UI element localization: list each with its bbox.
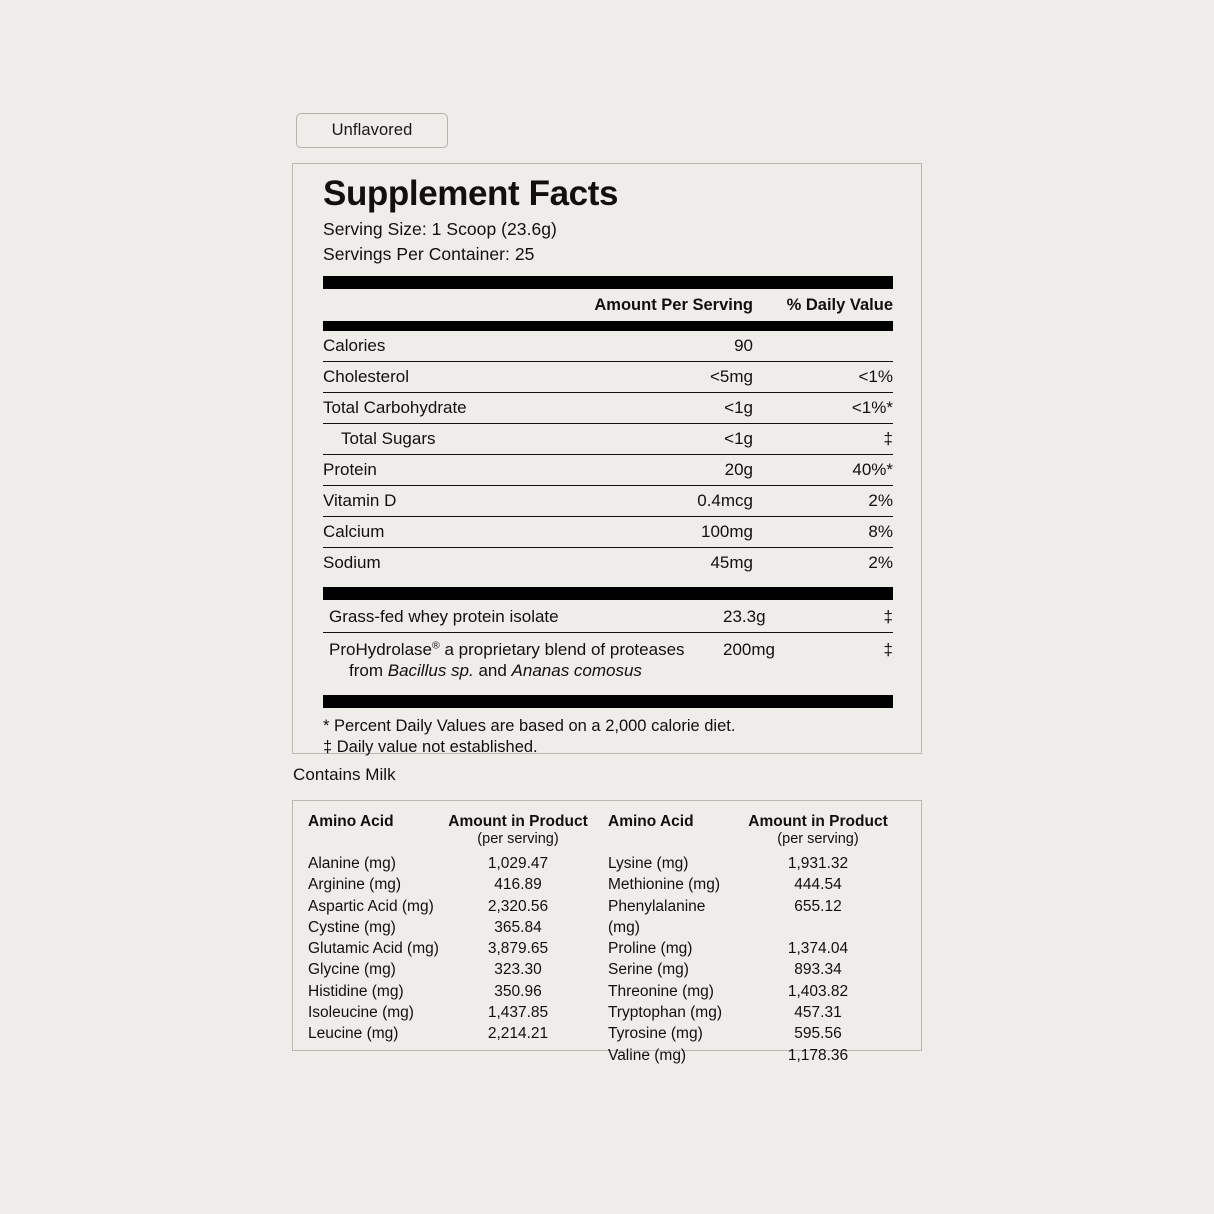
list-item [307,1023,607,1044]
amino-acid-value: 1,029.47 [487,855,549,872]
amino-acid-name: Methionine (mg) [608,876,720,894]
flavor-option-label: Unflavored [331,121,413,139]
ingredient-name: Grass-fed whey protein isolate [329,606,559,626]
column-header-daily-value: % Daily Value [786,295,893,314]
list-item [307,959,607,980]
amino-header-amount-sub: (per serving) [477,831,559,847]
nutrient-amount: 20g [724,459,753,479]
amino-acid-name: Cystine (mg) [308,918,396,936]
footnote-not-established: ‡ Daily value not established. [323,737,538,756]
list-item [307,981,607,1002]
amino-acid-name: Valine (mg) [608,1046,687,1064]
nutrient-amount: 45mg [710,552,753,572]
ingredient-amount: 23.3g [723,606,766,626]
amino-acid-value: 365.84 [494,918,542,936]
amino-acid-value: 416.89 [494,876,542,894]
amino-header-amount-main: Amount in Product [448,813,588,830]
list-item [307,1002,607,1023]
footnotes [323,708,893,758]
table-row [323,393,893,424]
list-item [607,959,907,980]
amino-column-headers [607,813,907,848]
amino-acid-name: Glutamic Acid (mg) [308,940,439,958]
nutrient-daily-value: <1%* [851,397,893,417]
nutrient-name: Calcium [323,521,385,541]
list-item [607,1002,907,1023]
amino-acid-value: 655.12 [794,897,842,915]
nutrient-amount: <1g [724,428,753,448]
table-row [323,362,893,393]
amino-header-name: Amino Acid [608,813,694,830]
ingredient-descriptor: a proprietary blend of proteases [439,639,685,659]
ingredient-daily-value: ‡ [883,606,893,626]
nutrition-column-headers [323,289,893,321]
table-row [323,486,893,517]
header-rule-thick [323,276,893,289]
amino-acid-name: Tyrosine (mg) [608,1025,703,1043]
source-species-1: Bacillus sp. [387,660,474,680]
list-item [307,874,607,895]
amino-rows-right [607,853,907,1066]
allergen-statement: Contains Milk [293,765,396,784]
table-row [323,455,893,486]
header-rule-mid [323,321,893,331]
ingredient-daily-value: ‡ [883,639,893,659]
nutrient-amount: 100mg [701,521,753,541]
source-species-2: Ananas comosus [511,660,642,680]
flavor-option-unflavored[interactable] [296,113,448,148]
list-item [607,896,907,939]
nutrient-amount: <5mg [710,366,753,386]
amino-acid-column-right [607,813,907,1066]
nutrient-daily-value: 40%* [852,459,893,479]
amino-acid-value: 2,320.56 [487,897,549,915]
amino-acid-name: Alanine (mg) [308,855,396,872]
amino-acid-name: Glycine (mg) [308,961,396,979]
serving-size: Serving Size: 1 Scoop (23.6g) [323,218,557,239]
amino-acid-name: Lysine (mg) [608,855,689,872]
nutrient-name: Protein [323,459,377,479]
supplement-facts-panel [292,163,922,754]
source-prefix: from [349,660,388,680]
nutrient-name: Calories [323,335,386,355]
list-item [607,981,907,1002]
list-item [607,938,907,959]
table-row [323,633,893,686]
list-item [307,938,607,959]
nutrient-daily-value: ‡ [883,428,893,448]
ingredient-rows [323,600,893,686]
amino-acid-value: 893.34 [794,961,842,979]
amino-header-amount [741,813,907,848]
list-item [307,917,607,938]
amino-acid-name: Serine (mg) [608,961,689,979]
nutrient-daily-value: <1% [858,366,893,386]
amino-acid-name: Isoleucine (mg) [308,1004,414,1022]
ingredients-rule-thick [323,587,893,600]
ingredient-brand-name: ProHydrolase [329,639,432,659]
amino-acid-value: 444.54 [794,876,842,894]
amino-acid-value: 1,374.04 [787,940,849,958]
servings-per-container: Servings Per Container: 25 [323,243,535,264]
nutrient-name: Vitamin D [323,490,397,510]
nutrient-name: Total Sugars [341,428,436,448]
amino-acid-name: Aspartic Acid (mg) [308,897,434,915]
amino-acid-name: Histidine (mg) [308,982,404,1000]
amino-acid-value: 323.30 [494,961,542,979]
nutrient-amount: <1g [724,397,753,417]
amino-acid-value: 3,879.65 [487,940,549,958]
footnote-daily-values: * Percent Daily Values are based on a 2,000 calorie diet. [323,716,736,735]
table-row [323,548,893,578]
amino-acid-name: Tryptophan (mg) [608,1004,722,1022]
table-row [323,331,893,362]
amino-header-amount [441,813,607,848]
nutrient-daily-value: 2% [868,552,893,572]
amino-acid-value: 595.56 [794,1025,842,1043]
table-row [323,424,893,455]
supplement-facts-title: Supplement Facts [323,174,619,213]
amino-column-headers [307,813,607,848]
registered-trademark-icon: ® [432,639,440,652]
amino-acid-panel [292,800,922,1064]
nutrition-rows [323,331,893,578]
amino-acid-value: 350.96 [494,982,542,1000]
ingredient-name [323,639,723,681]
nutrient-amount: 90 [734,335,753,355]
ingredient-source-line [329,660,723,681]
supplement-facts-content [323,175,893,758]
nutrient-name: Cholesterol [323,366,409,386]
amino-acid-name: Leucine (mg) [308,1025,399,1043]
list-item [607,853,907,874]
column-header-amount: Amount Per Serving [594,295,753,314]
amino-acid-name: Phenylalanine (mg) [608,897,706,936]
nutrient-daily-value: 8% [868,521,893,541]
list-item [607,874,907,895]
list-item [607,1023,907,1044]
amino-acid-name: Arginine (mg) [308,876,402,894]
amino-header-amount-sub: (per serving) [777,831,859,847]
amino-header-amount-main: Amount in Product [748,813,888,830]
table-row [323,517,893,548]
amino-rows-left [307,853,607,1045]
amino-acid-value: 1,403.82 [787,982,849,1000]
amino-acid-value: 1,931.32 [787,855,849,872]
nutrient-amount: 0.4mcg [697,490,753,510]
amino-acid-name: Threonine (mg) [608,982,714,1000]
amino-acid-value: 1,178.36 [787,1046,849,1064]
table-row [323,600,893,633]
footnote-rule-thick [323,695,893,708]
amino-acid-value: 457.31 [794,1004,842,1022]
amino-acid-value: 1,437.85 [487,1004,549,1022]
amino-acid-grid [307,813,907,1066]
nutrient-name: Sodium [323,552,381,572]
source-conjunction: and [473,660,512,680]
list-item [307,896,607,917]
nutrient-daily-value: 2% [868,490,893,510]
nutrient-name: Total Carbohydrate [323,397,467,417]
amino-header-name: Amino Acid [308,813,394,830]
amino-acid-column-left [307,813,607,1066]
list-item [607,1045,907,1066]
ingredient-amount: 200mg [723,639,775,659]
amino-acid-name: Proline (mg) [608,940,693,958]
amino-acid-value: 2,214.21 [487,1025,549,1043]
list-item [307,853,607,874]
